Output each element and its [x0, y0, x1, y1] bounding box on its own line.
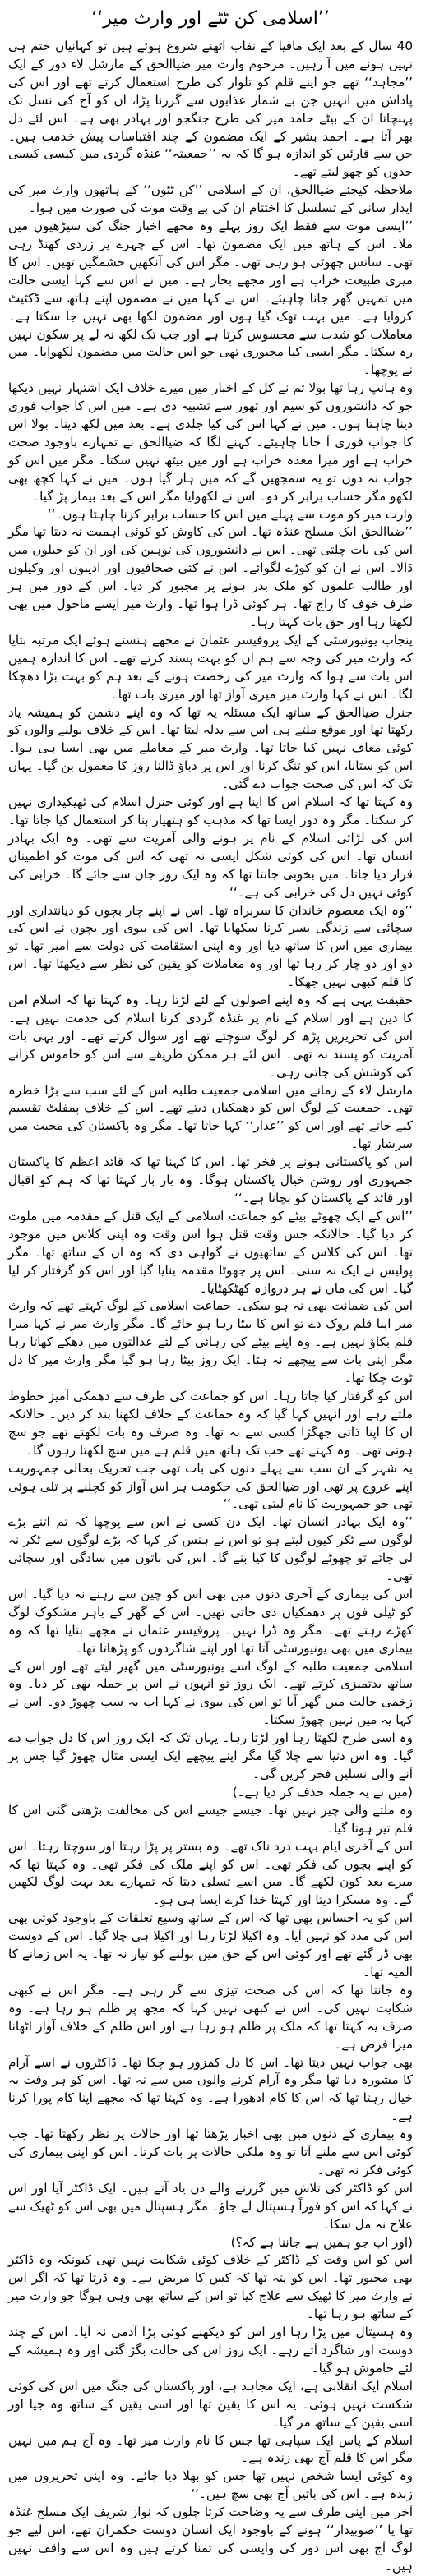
paragraph: ’’ایسی موت سے فقط ایک روز پہلے وہ مجھے اخبار جنگ کی سیڑھیوں میں ملا۔ اس کے ہاتھ میں ایک مضمون تھا۔ اس کے چہرے پر زردی کھنڈ رہی تھی۔ سانس چھوٹی ہو رہی تھی۔ مگر اس کی آنکھیں خشمگیں تھیں۔ اس کا میری طبیعت خراب ہے اور مجھے بخار ہے۔ میں نے اس سے کہا ایسی حالت میں تمہیں گھر جانا چاہیئے۔ اس نے کہا میں نے مضمون اپنے ہاتھ سے ڈکٹیٹ کروایا ہے۔ میں بہت تھک گیا ہوں اور مضمون لکھا بھی نہیں جا سکتا ہے۔ معاملات کو شدت سے محسوس کرتا ہے اور جب تک لکھ نہ لے پر سکون نہیں رہ سکتا۔ مگر ایسی کیا مجبوری تھی جو اس حالت میں مضمون لکھوایا۔ میں نے پوچھا۔	[8, 219, 413, 378]
paragraph: حقیقت یہی ہے کہ وہ اپنے اصولوں کے لئے لڑتا رہا۔ وہ کہتا تھا کہ اسلام امن کا دین ہے اور اسلام کے نام پر غنڈہ گردی کرنا اسلام کی خدمت نہیں ہے۔ اس کی تحریریں پڑھ کر لوگ سوچتے تھے اور سوال کرتے تھے۔ اور یہی بات آمریت کو پسند نہ تھی۔ اس لئے ہر ممکن طریقے سے اس کو خاموش کرانے کی کوشش کی جاتی رہی۔	[8, 993, 413, 1080]
paragraph: 40 سال کے بعد ایک مافیا کے نقاب اٹھنے شروع ہوئے ہیں تو کہانیاں ختم ہی نہیں ہونے میں آ رہیں۔ مرحوم وارث میر ضیاالحق کے مارشل لاء دور کے ایک ’’مجاہد‘‘ تھے جو اپنے قلم کو تلوار کی طرح استعمال کرتے تھے اور اس کی پاداش میں انہیں جن بے شمار عذابوں سے گزرنا پڑا، ان کو آج کی نسل تک پہنچانا ان کے بیٹے حامد میر کی طرح جنگجو اور بہادر بھی ہے۔ اس لئے دل بھر آتا ہے۔ احمد بشیر کے ایک مضمون کے چند اقتباسات پیش خدمت ہیں۔ جن سے قارئین کو اندازہ ہو گا کہ یہ ’’جمعیتہ‘‘ غنڈہ گردی میں کیسی کیسی حدوں کو چھو لیتے تھے۔	[8, 39, 413, 180]
paragraph: اس کے آخری ایام بہت درد ناک تھے۔ وہ بستر پر پڑا رہتا اور سوچتا رہتا۔ اس کو اپنے بچوں کی فکر تھی۔ اس کو اپنے ملک کی فکر تھی۔ وہ کہتا تھا کہ میرے بعد کون لکھے گا۔ میں اسے تسلی دیتا کہ تمہارے بعد بہت لوگ لکھیں گے۔ وہ مسکرا دیتا اور کہتا خدا کرے ایسا ہی ہو۔	[8, 1838, 413, 1908]
paragraph: اسلام ایک انقلابی ہے، ایک مجاہد ہے، اور پاکستان کی جنگ میں اس کی کوئی شکست نہیں ہوئی۔ یہ اس کا یقین تھا اور اسی یقین کے ساتھ وہ جیا اور اسی یقین کے ساتھ مر گیا۔	[8, 2378, 413, 2430]
paragraph: پنجاب یونیورسٹی کے ایک پروفیسر عثمان نے مجھے ہنستے ہوئے ایک مرتبہ بتایا کہ وارث میر کی وجہ سے ہم ان کو بہت پسند کرتے تھے۔ اس کا اندازہ ہمیں اس بات سے ہوا کہ وارث میر کی رخصت ہونے کے بعد ہم کو بہت بڑا دھچکا لگا۔ اس نے کہا وارث میر میری آواز تھا اور میری بات تھا۔	[8, 632, 413, 702]
paragraph: اسلام کے پاس ایک سپاہی تھا جس کا نام وارث میر تھا۔ وہ آج ہم میں نہیں مگر اس کا قلم آج بھی زندہ ہے۔	[8, 2432, 413, 2466]
paragraph: بھی جواب نہیں دیتا تھا۔ اس کا دل کمزور ہو چکا تھا۔ ڈاکٹروں نے اسے آرام کا مشورہ دیا تھا مگر وہ آرام کرنے والوں میں سے نہ تھا۔ اس کو ہر وقت یہ خیال رہتا تھا کہ اس کا کام ادھورا ہے۔ وہ کہتا تھا کہ مجھے اپنا کام پورا کرنا ہے۔	[8, 2054, 413, 2124]
paragraph: اس کی ضمانت بھی نہ ہو سکی۔ جماعت اسلامی کے لوگ کہتے تھے کہ وارث میر اپنا قلم روک دے تو اس کا بیٹا رہا ہو جائے گا۔ مگر وارث میر نے کہا میرا قلم بکاؤ نہیں ہے۔ وہ اپنے بیٹے کی رہائی کے لئے عدالتوں میں دھکے کھاتا رہا مگر اپنی بات سے پیچھے نہ ہٹا۔ ایک روز بیٹا رہا ہو گیا مگر وارث میر کا دل ٹوٹ چکا تھا۔	[8, 1298, 413, 1386]
paragraph: مارشل لاء کے زمانے میں اسلامی جمعیت طلبہ اس کے لئے سب سے بڑا خطرہ تھی۔ جمعیت کے لوگ اس کو دھمکیاں دیتے تھے۔ اس کے خلاف پمفلٹ تقسیم کیے جاتے تھے اور اس کو ’’غدار‘‘ کہا جاتا تھا۔ مگر وہ پاکستان کی محبت میں سرشار تھا۔	[8, 1082, 413, 1152]
paragraph: وہ ملتے والی چیز نہیں تھا۔ جیسے جیسے اس کی مخالفت بڑھتی گئی اس کا قلم تیز ہوتا گیا۔	[8, 1802, 413, 1836]
paragraph: ’’وہ ایک بہادر انسان تھا۔ ایک دن کسی نے اس سے پوچھا کہ تم اتنے بڑے لوگوں سے ٹکر کیوں لیتے ہو تو اس نے ہنس کر کہا کہ بڑے لوگوں سے ٹکر نہ لی جائے تو چھوٹے لوگوں کا کیا بنے گا۔ اس کی باتوں میں سادگی اور سچائی تھی۔	[8, 1514, 413, 1584]
paragraph: آخر میں اپنی طرف سے یہ وضاحت کرتا چلوں کہ نواز شریف ایک مسلح غنڈہ تھا یا ’’صوبیدار‘‘ ہونے کے باوجود ایک انسان دوست حکمران تھے، اس لیے جو لوگ آج بھی اس دور کی واپسی کی تمنا کرتے ہیں وہ اس سے واقف نہیں ہیں۔	[8, 2505, 413, 2574]
paragraph: (میں نے یہ جملہ حذف کر دیا ہے۔)	[232, 1784, 413, 1800]
paragraph: اسلامی جمعیت طلبہ کے لوگ اسے یونیورسٹی میں گھیر لیتے تھے اور اس کے ساتھ بدتمیزی کرتے تھے۔ ایک روز تو انہوں نے اس پر حملہ بھی کر دیا۔ وہ زخمی حالت میں گھر آیا تو اس کی بیوی نے کہا اب یہ سب چھوڑ دو۔ اس نے کہا یہ میں نہیں چھوڑ سکتا۔	[8, 1658, 413, 1728]
paragraph: ملاحظہ کیجئے ضیاالحق، ان کے اسلامی ’’کن ٹٹوں‘‘ کے ہاتھوں وارث میر کی ایذار سانی کے تسلسل کا اختتام ان کی بے وقت موت کی صورت میں ہوا۔	[8, 182, 413, 216]
paragraph: وہ ہسپتال میں پڑا رہا اور اس کو دیکھنے کوئی بڑا آدمی نہ آیا۔ اس کے چند دوست اور شاگرد آتے رہے۔ ایک روز اس کی حالت بگڑ گئی اور وہ ہمیشہ کے لئے خاموش ہو گیا۔	[8, 2325, 413, 2376]
paragraph: وہ بیماری کے دنوں میں بھی اخبار پڑھتا تھا اور حالات پر نظر رکھتا تھا۔ جب کوئی اس سے ملنے آتا تو وہ ملکی حالات پر بات کرتا۔ اس کو اپنی بیماری کی کوئی فکر نہ تھی۔	[8, 2127, 413, 2177]
paragraph: (اور اب جو ہمیں ہے جاننا ہے کہ؟)	[230, 2234, 413, 2250]
paragraph: اس کو اس وقت کے ڈاکٹر کے خلاف کوئی شکایت نہیں تھی کیونکہ وہ ڈاکٹر بھی مجبور تھا۔ اس کو پتہ تھا کہ کس کا مریض ہے۔ وہ ڈرتا تھا کہ اگر اس نے وارث میر کا ٹھیک سے علاج کیا تو اس کے ساتھ بھی وہی ہوگا جو وارث میر کے ساتھ ہو رہا تھا۔	[8, 2252, 413, 2322]
paragraph: وہ کہتا تھا کہ اسلام اس کا اپنا ہے اور کوئی جنرل اسلام کی ٹھیکیداری نہیں کر سکتا۔ مگر وہ دور ایسا تھا کہ مذہب کو ہتھیار بنا کر استعمال کیا جاتا تھا۔ اس کی لڑائی اسلام کے نام پر ہونے والی آمریت سے تھی۔ وہ ایک بہادر انسان تھا۔ اس کی کوئی شکل ایسی نہ تھی کہ اس کی موت کو اطمینان قرار دیا جاتا۔ میں بخوبی جانتا تھا کہ وہ ایک روز جان سے جائے گا۔ خرابی کی کوئی نہیں دل کی خرابی کی ہے۔‘‘	[8, 795, 413, 900]
paragraph: اس کو پاکستانی ہونے پر فخر تھا۔ اس کا کہنا تھا کہ قائد اعظم کا پاکستان جمہوری اور روشن خیال پاکستان ہوگا۔ وہ بار بار کہتا تھا کہ ہم کو اقبال اور قائد کے پاکستان کو بچانا ہے۔‘‘	[8, 1154, 413, 1205]
paragraph: وہ ہانپ رہا تھا بولا تم نے کل کے اخبار میں میرے خلاف ایک اشتہار نہیں دیکھا جو کہ دانشوروں کو سیم اور تھور سے تشبیہ دی ہے۔ میں اس کا جواب فوری دینا چاہتا ہوں۔ میں نے کہا اس کی کیا جلدی ہے۔ بعد میں لکھ دینا۔ بولا اس کا جواب فوری آ جانا چاہیئے۔ کہنے لگا کہ ضیاالحق نے تمہارے باوجود صحت خراب ہے اور میرا معدہ خراب ہے اور میں بیٹھ نہیں سکتا۔ مگر میں اس کو جواب نہ دوں تو یہ سمجھیں گے کہ میں ہار گیا ہوں۔ میں نے کہا کچھ بھی لکھو مگر حساب برابر کر دو۔ اس نے لکھوایا مگر اس کے بعد بیمار پڑ گیا۔	[8, 380, 413, 504]
paragraph: اس کو ڈاکٹر کی تلاش میں گزرنے والے دن یاد آتے ہیں۔ ایک ڈاکٹر آیا اور اس نے کہا کہ اس کو فوراً ہسپتال لے جاؤ۔ مگر ہسپتال میں بھی اس کو ٹھیک سے علاج نہ مل سکا۔	[7, 2180, 413, 2232]
paragraph: وہ کوئی ایسا شخص نہیں تھا جس کو بھلا دیا جائے۔ وہ اپنی تحریروں میں زندہ ہے۔ اس کی باتیں آج بھی سچ ہیں۔‘‘	[8, 2468, 413, 2502]
paragraph: یہ شہر کے ان سب سے پہلے دنوں کی بات تھی جب تحریک بحالی جمہوریت اپنے عروج پر تھی اور ضیاالحق کی حکومت ہر اس آواز کو کچلنے پر تلی ہوئی تھی جو جمہوریت کا نام لیتی تھی۔‘‘	[8, 1460, 413, 1512]
column-body	[8, 38, 413, 2576]
paragraph: اس کی بیماری کے آخری دنوں میں بھی اس کو چین سے رہنے نہ دیا گیا۔ اس کو ٹیلی فون پر دھمکیاں دی جاتی تھیں۔ اس کے گھر کے باہر مشکوک لوگ کھڑے رہتے تھے۔ مگر وہ ڈرا نہیں۔ پروفیسر عثمان نے مجھے بتایا تھا کہ وہ بیماری میں بھی یونیورسٹی آتا تھا اور اپنے شاگردوں کو پڑھاتا تھا۔	[8, 1586, 413, 1656]
paragraph: ’’وہ ایک معصوم خاندان کا سربراہ تھا۔ اس نے اپنے چار بچوں کو دیانتداری اور سچائی سے زندگی بسر کرنا سکھایا تھا۔ اس کی بیوی اور بچوں نے اس کی بیماری میں اس کا ساتھ دیا اور وہ اپنی استقامت کی دولت سے امیر تھا۔ تو دو اور دو چار کر رہا تھا اور وہ معاملات کو یقین کی نظر سے دیکھتا تھا۔ اس کا قلم کبھی نہیں جھکا۔	[8, 902, 413, 990]
paragraph: اس کو یہ احساس بھی تھا کہ اس کے ساتھ وسیع تعلقات کے باوجود کوئی بھی اس کی مدد کو نہیں آیا۔ وہ اکیلا لڑتا رہا اور اکیلا ہی چلا گیا۔ اس کے دوست بھی ڈر گئے تھے اور کوئی اس کے حق میں بولنے کو تیار نہ تھا۔ یہ اس زمانے کا المیہ تھا۔	[8, 1910, 413, 1979]
paragraph: وارث میر کو موت سے پہلے میں اس کا حساب برابر کرنا چاہتا ہوں۔‘‘	[47, 506, 413, 522]
paragraph: جنرل ضیاالحق کے ساتھ ایک مسئلہ یہ تھا کہ وہ اپنے دشمن کو ہمیشہ یاد رکھتا تھا اور موقع ملتے ہی اس سے بدلہ لیتا تھا۔ اس کے خلاف بولنے والوں کو کوئی معاف نہیں کیا جاتا تھا۔ وارث میر کے معاملے میں بھی ایسا ہی ہوا۔ اس کو ستانا، اس کو تنگ کرنا اور اس پر دباؤ ڈالنا روز کا معمول بن گیا۔ یہاں تک کہ اس کی صحت جواب دے گئی۔	[8, 704, 413, 792]
paragraph: ’’اس کے ایک چھوٹے بیٹے کو جماعت اسلامی کے ایک قتل کے مقدمہ میں ملوث کر دیا گیا۔ حالانکہ جس وقت قتل ہوا اس وقت وہ اپنی کلاس میں موجود تھا۔ اس کی کلاس کے ساتھیوں نے گواہی دی کہ وہ ان کے ساتھ تھا۔ مگر پولیس نے ایک نہ سنی۔ اس پر جھوٹا مقدمہ بنایا گیا اور اس کو گرفتار کر لیا گیا۔ اس کی ماں نے ہر دروازہ کھٹکھٹایا۔	[8, 1208, 413, 1296]
paragraph: اس کو گرفتار کیا جاتا رہا۔ اس کو جماعت کی طرف سے دھمکی آمیز خطوط ملتے رہے اور انہیں کہا گیا کہ وہ جماعت کے خلاف لکھنا بند کر دیں۔ حالانکہ ان کا اپنا ذاتی جھگڑا کسی سے نہ تھا۔ وہ صرف وہ بات لکھتے تھے جو سچ ہوتی تھی۔ وہ کہتے تھے جب تک ہاتھ میں قلم ہے میں سچ لکھتا رہوں گا۔	[8, 1388, 413, 1458]
paragraph: ’’ضیاالحق ایک مسلح غنڈہ تھا۔ اس کی کاوش کو کوئی اہمیت نہ دیتا تھا مگر اس کی بات چلتی تھی۔ اس نے دانشوروں کی توہین کی اور ان کو جیلوں میں ڈالا۔ اس نے ان کو کوڑے لگوائے۔ اس نے کئی صحافیوں اور ادیبوں اور وکیلوں اور طالب علموں کو ملک بدر ہونے پر مجبور کر دیا۔ اس کے دور میں ہر طرف خوف کا راج تھا۔ ہر کوئی ڈرا ہوا تھا۔ وارث میر ایسے ماحول میں بھی لکھتا رہا اور حق بات کہتا رہا۔	[8, 524, 413, 629]
headline: ’’اسلامی کن ٹٹے اور وارث میر‘‘	[91, 8, 330, 29]
paragraph: وہ جانتا تھا کہ اس کی صحت تیزی سے گر رہی ہے۔ مگر اس نے کبھی شکایت نہیں کی۔ اس نے کبھی نہیں کہا کہ مجھ پر ظلم ہو رہا ہے۔ وہ صرف یہ کہتا تھا کہ ملک پر ظلم ہو رہا ہے اور اس ظلم کے خلاف آواز اٹھانا میرا فرض ہے۔	[8, 1982, 413, 2052]
paragraph: وہ اسی طرح لکھتا رہا اور لڑتا رہا۔ یہاں تک کہ ایک روز اس کا دل جواب دے گیا۔ وہ اس دنیا سے چلا گیا مگر اپنے پیچھے ایک ایسی مثال چھوڑ گیا جس پر آنے والی نسلیں فخر کریں گی۔	[8, 1730, 413, 1781]
